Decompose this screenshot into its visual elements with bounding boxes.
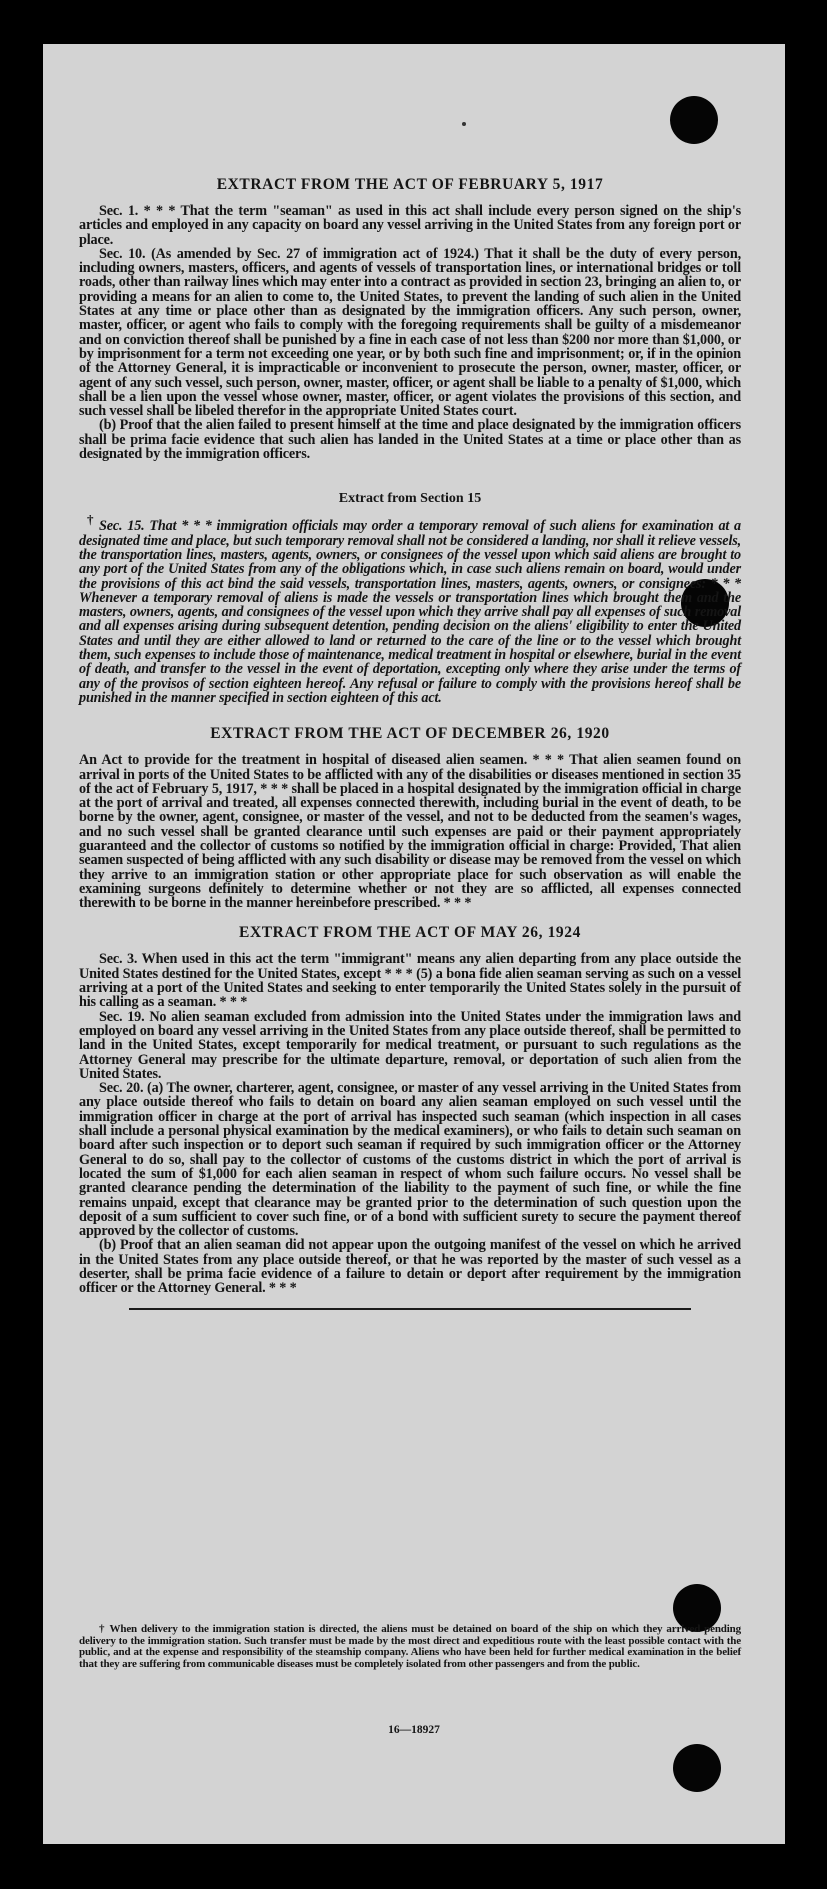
- document-page: [43, 44, 785, 1844]
- section-20b-paragraph: (b) Proof that an alien seaman did not appear upon the outgoing manifest of the vessel on which he arrived in the United States from any place outside thereof, or that he was reported by the master of such vessel as a deserter, shall be prima facie evidence of a failure to detain or deport after requirement by the immigration officer or the Attorney General. * * *: [79, 1237, 741, 1297]
- section-20-paragraph: Sec. 20. (a) The owner, charterer, agent, consignee, or master of any vessel arriving in the United States from any place outside thereof who fails to detain on board any alien seaman employed on such vessel until the immigration officer in charge at the port of arrival has inspected such seaman (which inspection in all cases shall include a personal physical examination by the medical examiners), or who fails to detain such seaman on board after such inspection or to deport such seaman if required by such immigration officer or the Attorney General to do so, shall pay to the collector of customs of the customs district in which the port of arrival is located the sum of $1,000 for each alien seaman in respect of whom such failure occurs. No vessel shall be granted clearance pending the determination of the liability to the payment of such fine, or while the fine remains unpaid, except that clearance may be granted prior to the determination of such question upon the deposit of a sum sufficient to cover such fine, or of a bond with sufficient surety to secure the payment thereof approved by the collector of customs.: [79, 1080, 741, 1240]
- form-number: 16—18927: [388, 1724, 440, 1736]
- footnote-text: † When delivery to the immigration station is directed, the aliens must be detained on board of the ship on which they arrived pending delivery to the immigration station. Such transfer must be made by the most direct and expeditious route with the least possible contact with the public, and at the expense and responsibility of the steamship company. Aliens who have been held for further medical examination in the belief that they are suffering from communicable diseases must be completely isolated from other passengers and from the public.: [79, 1623, 741, 1670]
- heading-act-1924: EXTRACT FROM THE ACT OF MAY 26, 1924: [239, 924, 581, 942]
- section-15-paragraph: Sec. 15. That * * * immigration officials may order a temporary removal of such aliens for examination at a designated time and place, but such temporary removal shall not be considered a landing, nor shall it relieve vessels, the transportation lines, masters, agents, owners, or consignees of the vessel upon which said aliens are brought to any port of the United States from any of the obligations which, in case such aliens remain on board, would under the provisions of this act bind the said vessels, transportation lines, masters, agents, owners, or consignees: * * * Whenever a temporary removal of aliens is made the vessels or transportation lines which brought them and the masters, owners, agents, and consignees of the vessel upon which they arrive shall pay all expenses of such removal and all expenses arising during subsequent detention, pending decision on the aliens' eligibility to enter the United States and until they are either allowed to land or returned to the care of the line or to the vessel which brought them, such expenses to include those of maintenance, medical treatment in hospital or elsewhere, burial in the event of death, and transfer to the vessel in the event of deportation, excepting only where they arise under the terms of any of the provisos of section eighteen hereof. Any refusal or failure to comply with the provisions hereof shall be punished in the manner specified in section eighteen of this act.: [79, 518, 741, 706]
- punch-hole-top: [670, 96, 718, 144]
- document-body: [79, 176, 741, 1310]
- speck: [462, 122, 466, 126]
- heading-section-15: Extract from Section 15: [338, 491, 482, 507]
- heading-act-1920: EXTRACT FROM THE ACT OF DECEMBER 26, 1920: [210, 725, 610, 743]
- footnote-divider: [129, 1308, 691, 1310]
- act-1920-paragraph: An Act to provide for the treatment in hospital of diseased alien seamen. * * * That alien seamen found on arrival in ports of the United States to be afflicted with any of the disabilities or diseases mentioned in section 35 of the act of February 5, 1917, * * * shall be placed in a hospital designated by the immigration official in charge at the port of arrival and treated, all expenses connected therewith, including burial in the event of death, to be borne by the owner, agent, consignee, or master of the vessel, and not to be deducted from the seamen's wages, and no such vessel shall be granted clearance until such expenses are paid or their payment appropriately guaranteed and the collector of customs so notified by the immigration official in charge: Provided, That alien seamen suspected of being afflicted with any such disability or disease may be removed from the vessel on which they arrive to an immigration station or other appropriate place for such observation as will enable the examining surgeons definitely to determine whether or not they are so afflicted, all expenses connected therewith to be borne in the manner hereinbefore prescribed. * * *: [79, 752, 741, 912]
- heading-act-1917: EXTRACT FROM THE ACT OF FEBRUARY 5, 1917: [216, 176, 604, 193]
- section-10-paragraph: Sec. 10. (As amended by Sec. 27 of immigration act of 1924.) That it shall be the duty of every person, including owners, masters, officers, and agents of vessels of transportation lines, or international bridges or toll roads, other than railway lines which may enter into a contract as provided in section 23, bringing an alien to, or providing a means for an alien to come to, the United States, to prevent the landing of such alien in the United States at any time or place other than as designated by the immigration officers. Any such person, owner, master, officer, or agent who fails to comply with the foregoing requirements shall be guilty of a misdemeanor and on conviction thereof shall be punished by a fine in each case of not less than $200 nor more than $1,000, or by imprisonment for a term not exceeding one year, or by both such fine and imprisonment; or, if in the opinion of the Attorney General, it is impracticable or inconvenient to prosecute the person, owner, master, officer, or agent of any such vessel, such person, owner, master, officer, or agent shall be liable to a penalty of $1,000, which shall be a lien upon the vessel whose owner, master, officer, or agent violates the provisions of this section, and such vessel shall be libeled therefor in the appropriate United States court.: [79, 245, 741, 420]
- section-10b-paragraph: (b) Proof that the alien failed to present himself at the time and place designated by the immigration officers shall be prima facie evidence that such alien has landed in the United States at a time or place other than as designated by the immigration officers.: [79, 417, 741, 463]
- section-1-paragraph: Sec. 1. * * * That the term "seaman" as used in this act shall include every person signed on the ship's articles and employed in any capacity on board any vessel arriving in the United States from any foreign port or place.: [79, 203, 741, 248]
- footnote-block: [79, 1624, 741, 1670]
- section-3-paragraph: Sec. 3. When used in this act the term "immigrant" means any alien departing from any place outside the United States destined for the United States, except * * * (5) a bona fide alien seaman serving as such on a vessel arriving at a port of the United States and seeking to enter temporarily the United States solely in the pursuit of his calling as a seaman. * * *: [79, 951, 741, 1011]
- section-19-paragraph: Sec. 19. No alien seaman excluded from admission into the United States under the immigration laws and employed on board any vessel arriving in the United States from any place outside thereof, shall be permitted to land in the United States, except temporarily for medical treatment, or pursuant to such regulations as the Attorney General may prescribe for the ultimate departure, removal, or deportation of such alien from the United States.: [79, 1008, 741, 1082]
- margin-mark: †: [87, 512, 94, 527]
- punch-hole-bottom: [673, 1744, 721, 1792]
